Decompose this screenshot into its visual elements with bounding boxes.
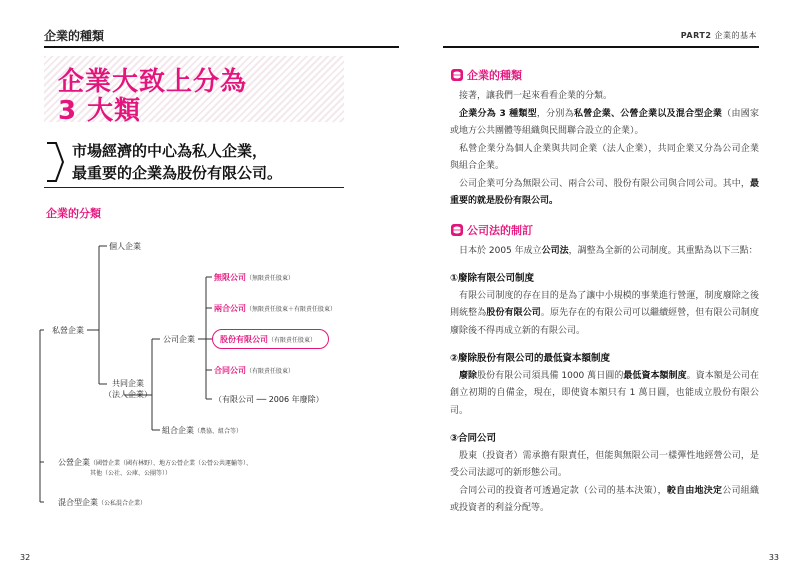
text: 有限公司制度的存在目的是為了讓中小規模的事業進行營運，制度廢除之後則統整為	[450, 290, 759, 318]
running-header-left: 企業的種類	[44, 29, 105, 43]
node-limited-abolished: （有限公司 ── 2006 年廢除）	[214, 395, 324, 404]
node-public-line2	[90, 468, 171, 477]
node-union	[162, 425, 242, 436]
node-public	[58, 457, 252, 468]
subheading: ②廢除股份有限公司的最低資本額制度	[450, 353, 611, 364]
node-public-note1: （國營企業（國有林野）、地方公營企業（公營公共運輸等）、	[90, 460, 253, 467]
paragraph	[450, 176, 759, 211]
chapter-title-line2: 3 大類	[58, 96, 142, 126]
node-llc	[214, 365, 294, 376]
node-mixed-label: 混合型企業	[58, 498, 98, 507]
node-joint-sub: （法人企業）	[104, 390, 152, 399]
section-heading-enterprise-types	[450, 66, 759, 86]
paragraph	[450, 106, 759, 141]
text: 。資本額是公司在創立初期的自備金，現在，即使資本額只有 1 萬日圓，也能成立股份有限公司。	[450, 370, 759, 416]
paragraph	[450, 483, 759, 518]
node-mixed-note: （公私混合企業）	[98, 500, 147, 507]
text: 。原先存在的有限公司可以繼續經營，但有限公司制度廢除後不得再成立新的有限公司。	[450, 308, 759, 336]
section-heading-text: 公司法的制訂	[467, 223, 533, 237]
coin-stack-icon	[450, 68, 464, 82]
paragraph: 股東（投資者）需承擔有限責任，但能與無限公司一樣彈性地經營公司，是受公司法認可的新形態公司。	[450, 450, 759, 478]
section-heading-text: 企業的種類	[467, 69, 522, 82]
node-public-label: 公營企業	[58, 458, 90, 467]
chapter-title-line1: 企業大致上分為	[58, 67, 248, 97]
bold-text: 最低資本額制度	[623, 370, 687, 381]
bold-text: 最重要的就是股份有限公司。	[450, 178, 759, 206]
subheading: ③合同公司	[450, 433, 497, 444]
node-stock-note: （有限責任股東）	[268, 337, 317, 344]
node-stock	[220, 334, 316, 345]
text: 日本於 2005 年成立	[459, 245, 542, 256]
summary-line1: 市場經濟的中心為私人企業，	[72, 142, 268, 160]
node-union-note: （農協、組合等）	[194, 428, 243, 435]
running-header-right	[681, 30, 757, 41]
paragraph: 接著，讓我們一起來看看企業的分類。	[459, 91, 613, 101]
node-public-note2: 其他（公社、公庫、公團等））	[90, 470, 172, 477]
node-unlimited-label: 無限公司	[214, 273, 246, 282]
text: ，分別為	[536, 108, 574, 119]
bold-text: 股份有限公司	[486, 308, 541, 318]
paragraph	[450, 368, 759, 421]
node-private: 私營企業	[52, 326, 84, 335]
page-number-left: 32	[20, 553, 31, 562]
paragraph: 私營企業分為個人企業與共同企業（法人企業），共同企業又分為公司企業與組合企業。	[450, 143, 759, 171]
node-llc-note: （有限責任股東）	[246, 368, 295, 375]
bold-text: 廢除	[459, 370, 478, 381]
node-joint: 共同企業	[112, 379, 144, 388]
part-title: 企業的基本	[714, 31, 757, 40]
node-union-label: 組合企業	[162, 426, 194, 435]
node-llc-label: 合同公司	[214, 366, 246, 375]
summary-line2: 最重要的企業為股份有限公司。	[72, 164, 283, 182]
node-partnership-note: （無限責任股東＋有限責任股東）	[246, 306, 337, 313]
node-company: 公司企業	[163, 335, 195, 344]
text: 公司企業可分為無限公司、兩合公司、股份有限公司與合同公司。其中，	[459, 178, 750, 189]
bold-text: 較自由地決定	[666, 485, 723, 496]
bold-text: 公司法	[541, 245, 569, 256]
node-partnership-label: 兩合公司	[214, 304, 246, 313]
paragraph	[450, 288, 759, 341]
node-unlimited-note: （無限責任股東）	[246, 275, 295, 282]
node-mixed	[58, 497, 146, 508]
page-number-right: 33	[768, 553, 779, 562]
bold-text: 企業分為 3 種類型	[459, 108, 537, 119]
subheading: ①廢除有限公司制度	[450, 273, 535, 284]
text: （由國家或地方公共團體等組織與民間聯合設立的企業）。	[450, 108, 759, 136]
coin-stack-icon	[450, 223, 464, 237]
text: ，調整為全新的公司制度。其重點為以下三點：	[568, 245, 758, 256]
text: 公司組織或投資者的利益分配等。	[450, 485, 759, 513]
paragraph	[450, 243, 759, 261]
top-rule-right	[443, 46, 759, 48]
node-individual: 個人企業	[109, 242, 141, 251]
part-label: PART2	[680, 31, 712, 40]
chart-title: 企業的分類	[46, 207, 101, 220]
text: 股份有限公司須具備 1000 萬日圓的	[477, 370, 624, 381]
node-partnership	[214, 303, 336, 314]
section-heading-company-law	[450, 221, 759, 241]
text: 合同公司的投資者可透過定款（公司的基本決策），	[459, 485, 667, 496]
right-page-body	[450, 66, 759, 518]
node-unlimited	[214, 272, 294, 283]
node-stock-label: 股份有限公司	[220, 335, 268, 344]
bold-text: 私營企業、公營企業以及混合型企業	[573, 108, 723, 119]
